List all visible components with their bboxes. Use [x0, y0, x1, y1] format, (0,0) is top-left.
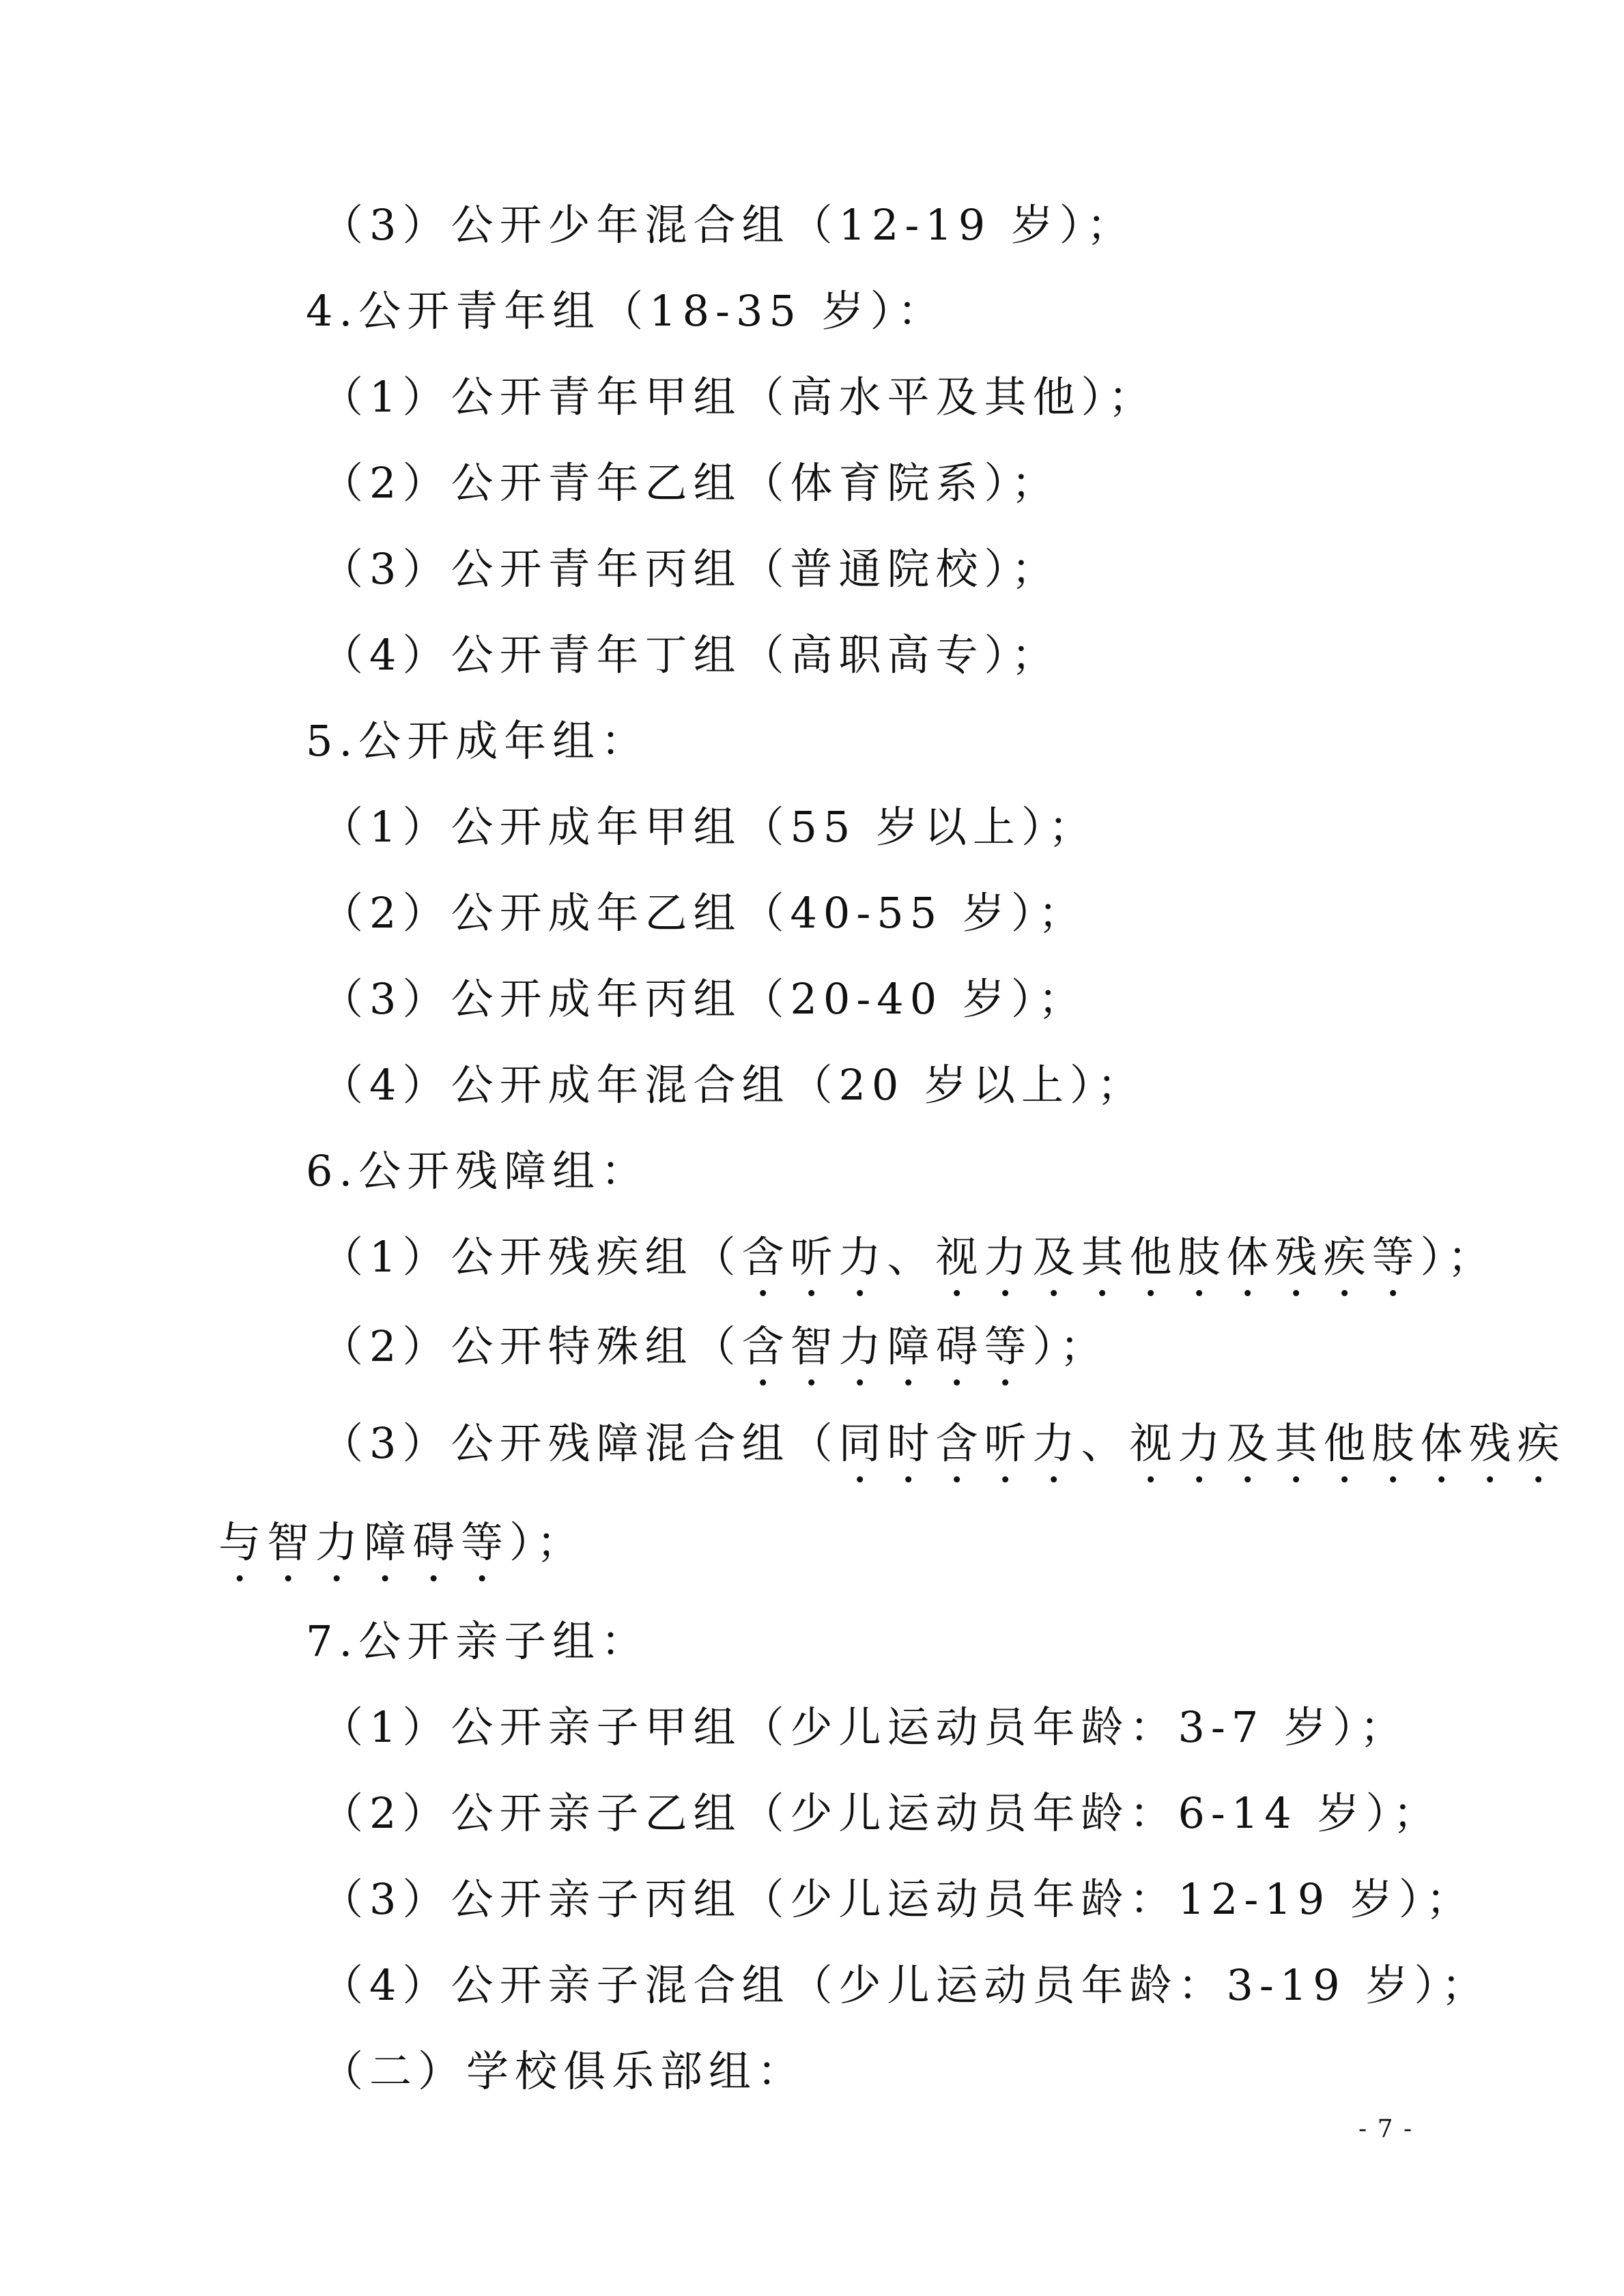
section-heading	[306, 1614, 649, 1669]
text-line	[321, 800, 1097, 855]
text-line-segment: （4）公开成年混合组（20 岁以上）；	[321, 1060, 1146, 1110]
text-line-segment: （1）公开青年甲组（高水平及其他）；	[321, 372, 1157, 422]
emphasized-text: 同时含听力、视力及其他肢体残疾	[838, 1418, 1566, 1468]
text-line-segment: （3）公开少年混合组（12-19 岁）；	[321, 200, 1135, 250]
text-line-segment: （2）公开亲子乙组（少儿运动员年龄：6-14 岁）；	[321, 1788, 1442, 1838]
text-line	[321, 1319, 1108, 1396]
text-line	[321, 628, 1059, 683]
text-line	[321, 1700, 1408, 1755]
text-line	[321, 1872, 1475, 1927]
text-line-segment: （1）公开残疾组（	[321, 1232, 742, 1282]
text-line-segment: （3）公开青年丙组（普通院校）；	[321, 544, 1060, 594]
text-line-segment: （4）公开青年丁组（高职高专）；	[321, 630, 1060, 680]
text-line	[321, 456, 1059, 511]
emphasized-text: 含听力、视力及其他肢体残疾等	[741, 1232, 1421, 1282]
section-heading	[306, 284, 946, 339]
section-heading	[306, 1144, 649, 1199]
section-heading	[306, 714, 649, 769]
text-line-segment: （2）公开青年乙组（体育院系）；	[321, 458, 1060, 508]
text-line-segment: 7.公开亲子组：	[306, 1616, 650, 1666]
text-line-segment: （2）公开成年乙组（40-55 岁）；	[321, 888, 1087, 938]
text-line-segment: ）；	[509, 1517, 586, 1567]
emphasized-text: 与智力障碍等	[218, 1517, 510, 1567]
text-line	[321, 1958, 1490, 2013]
text-line-continuation	[218, 1515, 585, 1592]
text-line-segment: （2）公开特殊组（	[321, 1321, 742, 1371]
text-line	[321, 972, 1087, 1027]
section-heading	[321, 2044, 806, 2099]
text-line	[321, 198, 1135, 253]
text-line	[321, 1786, 1441, 1841]
text-line	[321, 1058, 1145, 1113]
text-line-segment: （1）公开成年甲组（55 岁以上）；	[321, 802, 1098, 852]
text-line-segment: ）；	[1032, 1321, 1109, 1371]
text-line	[321, 886, 1087, 941]
text-line-segment: （二）学校俱乐部组：	[321, 2046, 806, 2096]
text-line-segment: ）；	[1420, 1232, 1496, 1282]
text-line-segment: （1）公开亲子甲组（少儿运动员年龄：3-7 岁）；	[321, 1702, 1408, 1752]
text-line	[321, 370, 1156, 425]
text-line-segment: 6.公开残障组：	[306, 1146, 650, 1196]
emphasized-text: 含智力障碍等	[741, 1321, 1033, 1371]
text-line-segment: （3）公开成年丙组（20-40 岁）；	[321, 974, 1087, 1024]
text-line-segment: （3）公开亲子丙组（少儿运动员年龄：12-19 岁）；	[321, 1874, 1475, 1924]
page-number: - 7 -	[1358, 2115, 1414, 2143]
text-line-segment: 5.公开成年组：	[306, 716, 650, 766]
text-line-segment: （3）公开残障混合组（	[321, 1418, 839, 1468]
text-line-segment: （4）公开亲子混合组（少儿运动员年龄：3-19 岁）；	[321, 1960, 1490, 2010]
text-line	[321, 1416, 1565, 1493]
text-line	[321, 1230, 1496, 1306]
text-line-segment: 4.公开青年组（18-35 岁）：	[306, 286, 946, 336]
text-line	[321, 542, 1059, 597]
